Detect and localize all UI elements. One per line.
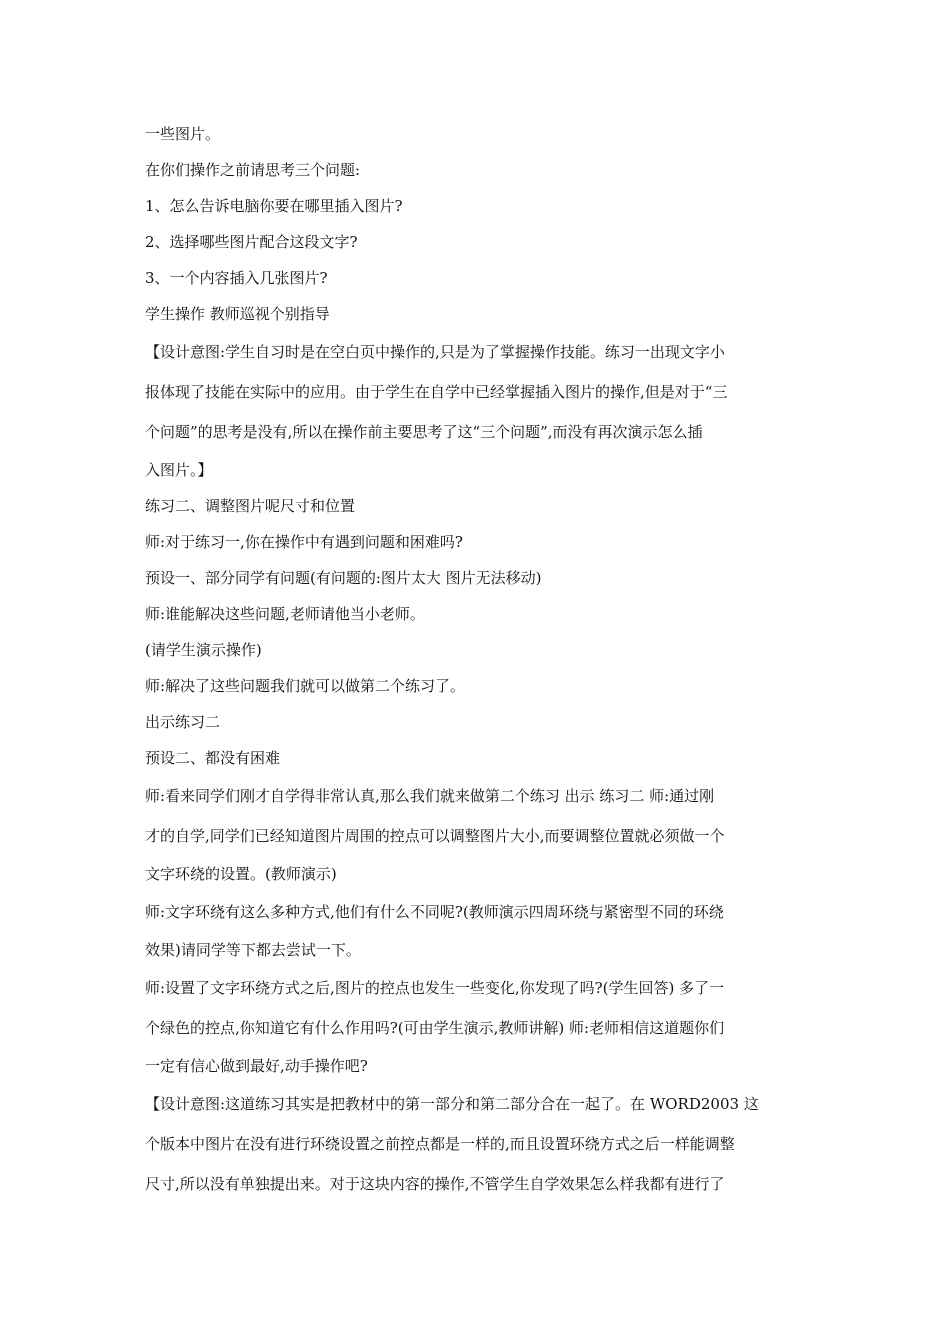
text-line: 入图片。】 <box>145 461 213 479</box>
text-line: 才的自学,同学们已经知道图片周围的控点可以调整图片大小,而要调整位置就必须做一个 <box>145 827 725 845</box>
text-line: 效果)请同学等下都去尝试一下。 <box>145 941 361 959</box>
text-line: 个版本中图片在没有进行环绕设置之前控点都是一样的,而且设置环绕方式之后一样能调整 <box>145 1135 735 1153</box>
text-line: 个绿色的控点,你知道它有什么作用吗?(可由学生演示,教师讲解) 师:老师相信这道题你们 <box>145 1019 725 1037</box>
text-line: 文字环绕的设置。(教师演示) <box>145 865 337 883</box>
teacher-paragraph-2 <box>145 892 810 968</box>
teacher-paragraph-3 <box>145 968 810 1084</box>
text-line: 报体现了技能在实际中的应用。由于学生在自学中已经掌握插入图片的操作,但是对于“三 <box>145 383 728 401</box>
text-line: 尺寸,所以没有单独提出来。对于这块内容的操作,不管学生自学效果怎么样我都有进行了 <box>145 1175 725 1193</box>
text-line: 师:看来同学们刚才自学得非常认真,那么我们就来做第二个练习 出示 练习二 师:通过刚 <box>145 787 715 805</box>
question-1: 1、怎么告诉电脑你要在哪里插入图片? <box>145 197 403 215</box>
paragraph: 学生操作 教师巡视个别指导 <box>145 305 330 323</box>
text-line: 师:文字环绕有这么多种方式,他们有什么不同呢?(教师演示四周环绕与紧密型不同的环绕 <box>145 903 724 921</box>
document-page <box>145 116 810 1204</box>
design-intent-2 <box>145 1084 810 1204</box>
section-heading: 练习二、调整图片呢尺寸和位置 <box>145 497 356 515</box>
paragraph: 出示练习二 <box>145 713 221 731</box>
question-2: 2、选择哪些图片配合这段文字? <box>145 233 358 251</box>
paragraph: 在你们操作之前请思考三个问题: <box>145 161 361 179</box>
paragraph: 预设二、都没有困难 <box>145 749 281 767</box>
text-line: 一定有信心做到最好,动手操作吧? <box>145 1057 368 1075</box>
text-line: 个问题”的思考是没有,所以在操作前主要思考了这“三个问题”,而没有再次演示怎么插 <box>145 423 703 441</box>
text-line: 师:设置了文字环绕方式之后,图片的控点也发生一些变化,你发现了吗?(学生回答) 多了一 <box>145 979 725 997</box>
teacher-paragraph-1 <box>145 776 810 892</box>
paragraph: 师:解决了这些问题我们就可以做第二个练习了。 <box>145 677 466 695</box>
paragraph: 师:对于练习一,你在操作中有遇到问题和困难吗? <box>145 533 463 551</box>
paragraph: 一些图片。 <box>145 125 221 143</box>
paragraph: (请学生演示操作) <box>145 641 262 659</box>
paragraph: 预设一、部分同学有问题(有问题的:图片太大 图片无法移动) <box>145 569 542 587</box>
design-intent-1 <box>145 332 810 488</box>
text-line: 【设计意图:这道练习其实是把教材中的第一部分和第二部分合在一起了。在 WORD2003 这 <box>145 1095 759 1113</box>
text-line: 【设计意图:学生自习时是在空白页中操作的,只是为了掌握操作技能。练习一出现文字小 <box>145 343 725 361</box>
paragraph: 师:谁能解决这些问题,老师请他当小老师。 <box>145 605 425 623</box>
question-3: 3、一个内容插入几张图片? <box>145 269 328 287</box>
